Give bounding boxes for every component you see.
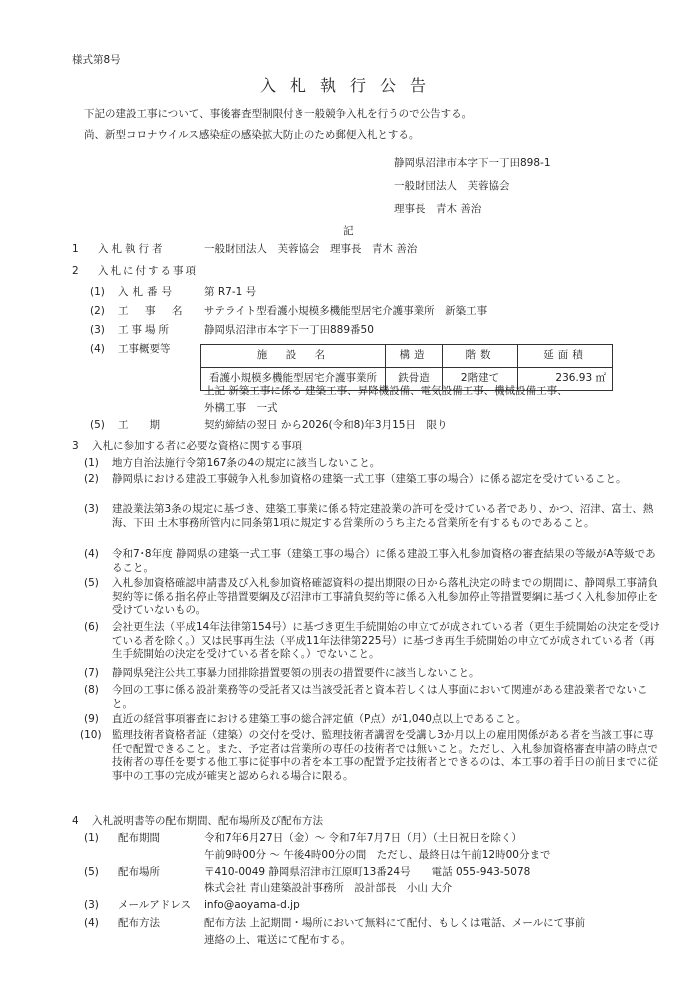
s2-item-3-label: 工事場所: [118, 324, 172, 336]
table-header-structure: 構造: [386, 345, 443, 368]
s3-item-2-text: 静岡県における建設工事競争入札参加資格の建築一式工事（建築工事の場合）に係る認定を受けていること。: [112, 473, 627, 485]
s4-item-1-line-2: 午前9時00分 ～ 午後4時00分の間 ただし、最終日は午前12時00分まで: [204, 849, 551, 861]
section-1-label: 入札執行者: [98, 243, 166, 255]
s2-item-3-value: 静岡県沼津市本字下一丁田889番50: [204, 324, 374, 336]
section-4-label: 入札説明書等の配布期間、配布場所及び配布方法: [92, 815, 323, 827]
facility-table-header-row: [201, 345, 613, 368]
intro-line-2: 尚、新型コロナウイルス感染症の感染拡大防止のため郵便入札とする。: [84, 129, 420, 141]
issuer-address: 静岡県沼津市本字下一丁田898-1: [394, 157, 551, 169]
s2-item-5-value: 契約締結の翌日 から2026(令和8)年3月15日 限り: [204, 419, 448, 431]
s3-item-10-number: (10): [80, 729, 102, 741]
s2-note-line-2: 外構工事 一式: [204, 402, 278, 414]
table-cell-floors: 2階建て: [443, 368, 518, 391]
table-header-area: 延面積: [518, 345, 613, 368]
s4-item-2-number: (5): [84, 866, 99, 878]
s3-item-9-number: (9): [84, 713, 99, 725]
s4-item-2-line-1: 〒410-0049 静岡県沼津市江原町13番24号 電話 055-943-5078: [204, 866, 531, 878]
s2-item-1-label: 入札番号: [118, 286, 176, 298]
s3-item-7-text: 静岡県発注公共工事暴力団排除措置要領の別表の措置要件に該当しないこと。: [112, 667, 480, 679]
s2-item-3-number: (3): [90, 324, 105, 336]
page-title: 入札執行公告: [259, 76, 440, 95]
s4-item-4-line-2: 連絡の上、電送にて配布する。: [204, 934, 351, 946]
s2-item-2-number: (2): [90, 305, 105, 317]
s4-item-2-line-2: 株式会社 青山建築設計事務所 設計部長 小山 大介: [204, 882, 453, 894]
s3-item-5-number: (5): [84, 577, 99, 589]
s3-item-2-number: (2): [84, 473, 99, 485]
s3-item-6-text: 会社更生法（平成14年法律第154号）に基づき更生手続開始の申立てが成されている者（更生手続開始の決定を受けている者を除く。）又は民事再生法（平成11年法律第225号）に基づき再生手続開始の申立てが成されている者（再生手続開始の決定を受けている者を除く。）でないこと。: [112, 621, 660, 661]
section-3-label: 入札に参加する者に必要な資格に関する事項: [92, 440, 302, 452]
s4-item-1-line-1: 令和7年6月27日（金）～ 令和7年7月7日（月）（土日祝日を除く）: [204, 832, 522, 844]
table-cell-area: 236.93 ㎡: [518, 368, 613, 391]
s2-note-line-1: 上記 新築工事に係る 建築工事、昇降機設備、電気設備工事、機械設備工事、: [204, 385, 568, 397]
s3-item-4-text: 令和7･8年度 静岡県の建築一式工事（建築工事の場合）に係る建設工事入札参加資格の審査結果の等級がA等級であること。: [112, 548, 656, 574]
section-1-number: 1: [72, 243, 79, 255]
s3-item-3-number: (3): [84, 503, 99, 515]
issuer-org: 一般財団法人 芙蓉協会: [394, 180, 510, 192]
facility-table: [200, 344, 613, 391]
s2-item-1-number: (1): [90, 286, 105, 298]
email-link[interactable]: info@aoyama-d.jp: [204, 899, 300, 911]
s4-item-4-number: (4): [84, 917, 99, 929]
s3-item-7-number: (7): [84, 667, 99, 679]
s2-item-4-label: 工事概要等: [118, 343, 171, 355]
table-cell-structure: 鉄骨造: [386, 368, 443, 391]
s4-item-4-line-1: 配布方法 上記期間・場所において無料にて配付、もしくは電話、メールにて事前: [204, 917, 586, 929]
s3-item-10-text: 監理技術者資格者証（建築）の交付を受け、監理技術者講習を受講し3か月以上の雇用関係がある者を当該工事に専任で配置できること。また、予定者は営業所の専任の技術者では無いこと。ただし、入札参加資格審査申請の時点で技術者の専任を要する他工事に従事中の者を本工事の配置予定技術者とできるのは、本工事の着手日の前日までに従事中の工事の完成が確実と認められる場合に限る。: [112, 729, 658, 782]
intro-line-1: 下記の建設工事について、事後審査型制限付き一般競争入札を行うので公告する。: [84, 108, 473, 120]
s3-item-5-text: 入札参加資格確認申請書及び入札参加資格確認資料の提出期限の日から落札決定の時までの期間に、静岡県工事請負契約等に係る指名停止等措置要綱及び沼津市工事請負契約等に係る入札参加停止等措置要綱に基づく入札参加停止を受けていないもの。: [112, 577, 658, 617]
s3-item-4-number: (4): [84, 548, 99, 560]
s2-item-5-label: 工 期: [118, 419, 160, 431]
section-2-number: 2: [72, 265, 79, 277]
section-4-number: 4: [72, 815, 79, 827]
s4-item-2-label: 配布場所: [118, 866, 160, 878]
issuer-person: 理事長 青木 善治: [394, 203, 482, 215]
s3-item-3-text: 建設業法第3条の規定に基づき、建築工事業に係る特定建設業の許可を受けている者であり、かつ、沼津、富士、熱海、下田 土木事務所管内に同条第1項に規定する営業所のうち主たる営業所を有するものであること。: [112, 503, 654, 529]
s2-item-4-number: (4): [90, 343, 105, 355]
s3-item-6-number: (6): [84, 621, 99, 633]
s3-item-8-text: 今回の工事に係る設計業務等の受託者又は当該受託者と資本若しくは人事面において関連がある建設業者でないこと。: [112, 684, 648, 710]
s4-item-1-number: (1): [84, 832, 99, 844]
s2-item-5-number: (5): [90, 419, 105, 431]
section-2-label: 入札に付する事項: [98, 265, 198, 277]
ki-heading: 記: [343, 225, 354, 237]
s2-item-2-label: 工 事 名: [118, 305, 186, 317]
table-header-facility: 施 設 名: [201, 345, 386, 368]
table-cell-facility: 看護小規模多機能型居宅介護事業所: [201, 368, 386, 391]
s3-item-1-number: (1): [84, 457, 99, 469]
s3-item-9-text: 直近の経営事項審査における建築工事の総合評定値（P点）が1,040点以上であること。: [112, 713, 527, 725]
s4-item-4-label: 配布方法: [118, 917, 160, 929]
form-number: 様式第8号: [72, 54, 121, 66]
s3-item-1-text: 地方自治法施行令第167条の4の規定に該当しないこと。: [112, 457, 381, 469]
section-1-value: 一般財団法人 芙蓉協会 理事長 青木 善治: [204, 243, 418, 255]
s4-item-3-number: (3): [84, 899, 99, 911]
s3-item-8-number: (8): [84, 684, 99, 696]
s2-item-1-value: 第 R7-1 号: [204, 286, 257, 298]
s2-item-2-value: サテライト型看護小規模多機能型居宅介護事業所 新築工事: [204, 305, 488, 317]
s4-item-1-label: 配布期間: [118, 832, 160, 844]
table-header-floors: 階数: [443, 345, 518, 368]
s4-item-3-label: メールアドレス: [118, 899, 191, 911]
section-3-number: 3: [72, 440, 79, 452]
